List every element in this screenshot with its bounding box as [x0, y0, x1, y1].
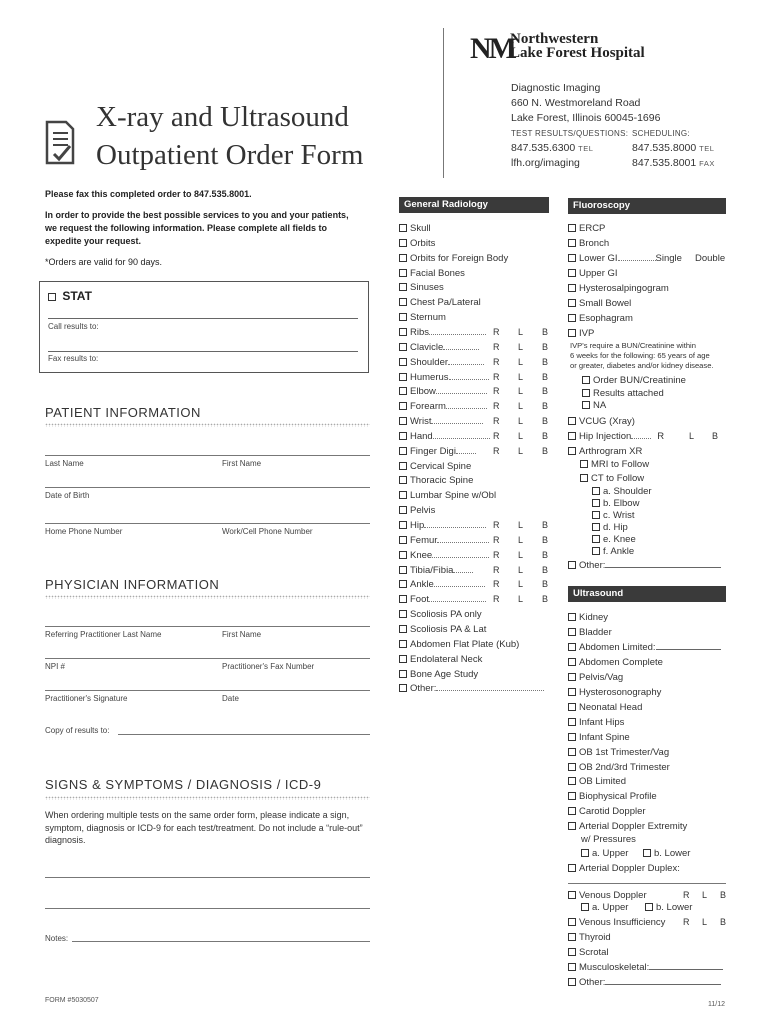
- signs-heading: SIGNS & SYMPTOMS / DIAGNOSIS / ICD-9: [45, 777, 322, 792]
- stat-label: STAT: [62, 289, 92, 303]
- radiology-ankle-b[interactable]: B: [542, 579, 549, 589]
- radiology-item-label: Femur: [410, 535, 438, 546]
- checkbox[interactable]: [399, 506, 407, 514]
- venous-l[interactable]: L: [702, 890, 708, 900]
- us-venous-upper[interactable]: a. Upper: [581, 902, 628, 913]
- checkbox[interactable]: [399, 476, 407, 484]
- scheduling-label: SCHEDULING:: [632, 129, 690, 138]
- radiology-item-label: Elbow: [410, 386, 436, 397]
- fluoro-lower-gi-double[interactable]: Double: [695, 253, 726, 264]
- dot-leader: [429, 334, 486, 335]
- radiology-item-label: Ribs: [410, 327, 430, 338]
- radiology-knee-l[interactable]: L: [518, 550, 524, 560]
- fluoro-hysterosalpingogram[interactable]: Hysterosalpingogram: [568, 283, 669, 294]
- us-abdomen-complete[interactable]: Abdomen Complete: [568, 657, 663, 668]
- radiology-item-label: Shoulder: [410, 357, 449, 368]
- radiology-item-label: Orbits: [410, 238, 436, 249]
- notes-label: Notes:: [45, 934, 69, 943]
- radiology-foot-l[interactable]: L: [518, 594, 524, 604]
- radiology-thoracic-spine[interactable]: [399, 475, 473, 486]
- call-results-label: Call results to:: [48, 322, 99, 331]
- radiology-hand-r[interactable]: R: [493, 431, 500, 441]
- patient-name-field[interactable]: [45, 455, 370, 456]
- radiology-humerus-b[interactable]: B: [542, 372, 549, 382]
- venous-insuf-r[interactable]: R: [683, 917, 690, 927]
- us-infant-hips[interactable]: Infant Hips: [568, 717, 624, 728]
- radiology-item-label: Knee: [410, 550, 433, 561]
- checkbox[interactable]: [399, 417, 407, 425]
- general-radiology-heading: General Radiology: [399, 197, 549, 213]
- signs-dots: [45, 796, 370, 800]
- hip-injection-b[interactable]: B: [712, 431, 719, 441]
- us-musculoskeletal[interactable]: Musculoskeletal:: [568, 962, 723, 973]
- radiology-item-label: Finger Digi: [410, 446, 456, 457]
- fluoro-esophagram[interactable]: Esophagram: [568, 313, 633, 324]
- checkbox[interactable]: [399, 640, 407, 648]
- fluoro-lower-gi[interactable]: Lower GI Single: [568, 253, 682, 264]
- us-venous-doppler[interactable]: Venous Doppler: [568, 890, 647, 901]
- radiology-scoliosis-pa-only[interactable]: [399, 609, 482, 620]
- dot-leader: [446, 408, 487, 409]
- us-kidney[interactable]: Kidney: [568, 612, 608, 623]
- radiology-orbits-for-foreign-body[interactable]: [399, 253, 508, 264]
- checkbox[interactable]: [399, 670, 407, 678]
- radiology-item-label: Endolateral Neck: [410, 654, 483, 665]
- radiology-foot-b[interactable]: B: [542, 594, 549, 604]
- radiology-hand-b[interactable]: B: [542, 431, 549, 441]
- radiology-item-label: Foot: [410, 594, 430, 605]
- radiology-clavicle-l[interactable]: L: [518, 342, 524, 352]
- fluoro-ivp[interactable]: IVP: [568, 328, 594, 339]
- ct-wrist[interactable]: c. Wrist: [592, 510, 635, 521]
- copy-results-label: Copy of results to:: [45, 726, 110, 735]
- us-ob-2nd-3rd[interactable]: OB 2nd/3rd Trimester: [568, 762, 670, 773]
- radiology-ribs-r[interactable]: R: [493, 327, 500, 337]
- radiology-shoulder-l[interactable]: L: [518, 357, 524, 367]
- dot-leader: [432, 557, 489, 558]
- radiology-hip-l[interactable]: L: [518, 520, 524, 530]
- radiology-tibia-fibia-r[interactable]: R: [493, 565, 500, 575]
- us-arterial-upper[interactable]: a. Upper: [581, 848, 628, 859]
- us-carotid[interactable]: Carotid Doppler: [568, 806, 646, 817]
- radiology-item-label: Facial Bones: [410, 268, 465, 279]
- radiology-clavicle-r[interactable]: R: [493, 342, 500, 352]
- stat-box: [39, 281, 369, 373]
- signs-instructions: When ordering multiple tests on the same order form, please indicate a sign, symptom, diagnosis or ICD-9 for each test/treatment. Do not include a “rule-out” diagnosis.: [45, 810, 363, 845]
- us-neonatal-head[interactable]: Neonatal Head: [568, 702, 642, 713]
- venous-insuf-l[interactable]: L: [702, 917, 708, 927]
- radiology-cervical-spine[interactable]: [399, 461, 471, 472]
- checkbox[interactable]: [399, 387, 407, 395]
- radiology-forearm-r[interactable]: R: [493, 401, 500, 411]
- us-abdomen-limited[interactable]: Abdomen Limited:: [568, 642, 721, 653]
- checkbox[interactable]: [399, 343, 407, 351]
- radiology-hip[interactable]: [399, 520, 486, 531]
- dot-leader: [443, 349, 479, 350]
- signature-field[interactable]: [45, 690, 370, 691]
- physician-first-name-label: First Name: [222, 630, 262, 639]
- us-ob-limited[interactable]: OB Limited: [568, 776, 626, 787]
- radiology-femur-r[interactable]: R: [493, 535, 500, 545]
- us-arterial-extremity[interactable]: Arterial Doppler Extremity: [568, 821, 687, 832]
- radiology-clavicle-b[interactable]: B: [542, 342, 549, 352]
- first-name-label: First Name: [222, 459, 262, 468]
- scheduling-fax: 847.535.8001 FAX: [632, 157, 715, 169]
- radiology-tibia-fibia[interactable]: [399, 565, 473, 576]
- npi-label: NPI #: [45, 662, 66, 671]
- checkbox[interactable]: [399, 625, 407, 633]
- fluoro-ct-follow[interactable]: CT to Follow: [580, 473, 644, 484]
- radiology-endolateral-neck[interactable]: [399, 654, 482, 665]
- radiology-facial-bones[interactable]: [399, 268, 465, 279]
- radiology-femur-b[interactable]: B: [542, 535, 549, 545]
- npi-field[interactable]: [45, 658, 370, 659]
- checkbox[interactable]: [399, 491, 407, 499]
- checkbox[interactable]: [399, 447, 407, 455]
- us-infant-spine[interactable]: Infant Spine: [568, 732, 630, 743]
- us-bladder[interactable]: Bladder: [568, 627, 612, 638]
- results-phone: 847.535.6300 TEL: [511, 142, 594, 154]
- last-name-label: Last Name: [45, 459, 84, 468]
- dot-leader: [437, 542, 489, 543]
- clipboard-check-icon: [44, 118, 76, 166]
- fluoro-arthrogram[interactable]: Arthrogram XR: [568, 446, 642, 457]
- fluoro-vcug[interactable]: VCUG (Xray): [568, 416, 635, 427]
- radiology-hand[interactable]: [399, 431, 490, 442]
- radiology-item-label: Forearm: [410, 401, 446, 412]
- radiology-finger-digi-l[interactable]: L: [518, 446, 524, 456]
- hip-injection-l[interactable]: L: [689, 431, 695, 441]
- radiology-item-label: Orbits for Foreign Body: [410, 253, 509, 264]
- dot-leader: [453, 572, 473, 573]
- radiology-humerus-r[interactable]: R: [493, 372, 500, 382]
- radiology-hip-b[interactable]: B: [542, 520, 549, 530]
- dot-leader: [436, 393, 488, 394]
- fluoro-na[interactable]: NA: [582, 400, 606, 411]
- radiology-sinuses[interactable]: [399, 282, 444, 293]
- ct-knee[interactable]: e. Knee: [592, 534, 636, 545]
- radiology-femur-l[interactable]: L: [518, 535, 524, 545]
- checkbox[interactable]: [399, 283, 407, 291]
- radiology-bone-age-study[interactable]: [399, 669, 478, 680]
- notes-field[interactable]: [72, 941, 370, 942]
- nm-logo-mark: NM: [470, 32, 514, 65]
- us-pelvis-vag[interactable]: Pelvis/Vag: [568, 672, 623, 683]
- dot-leader: [431, 423, 483, 424]
- radiology-item-label: Scoliosis PA only: [410, 609, 482, 620]
- hospital-name-line2: Lake Forest Hospital: [510, 45, 645, 61]
- us-arterial-duplex[interactable]: Arterial Doppler Duplex:: [568, 863, 680, 874]
- dot-leader: [434, 586, 486, 587]
- fluoro-bronch[interactable]: Bronch: [568, 238, 609, 249]
- radiology-item-label: Hip: [410, 520, 425, 531]
- radiology-tibia-fibia-l[interactable]: L: [518, 565, 524, 575]
- radiology-finger-digi-b[interactable]: B: [542, 446, 549, 456]
- address-line2: Lake Forest, Illinois 60045-1696: [511, 112, 661, 124]
- checkbox[interactable]: [399, 224, 407, 232]
- form-number: FORM #5030507: [45, 997, 99, 1004]
- us-biophysical[interactable]: Biophysical Profile: [568, 791, 657, 802]
- checkbox[interactable]: [399, 328, 407, 336]
- checkbox[interactable]: [399, 536, 407, 544]
- radiology-ankle-l[interactable]: L: [518, 579, 524, 589]
- radiology-item-label: Pelvis: [410, 505, 436, 516]
- radiology-item-label: Tibia/Fibia: [410, 565, 454, 576]
- radiology-wrist-l[interactable]: L: [518, 416, 524, 426]
- dot-leader: [424, 527, 486, 528]
- department-address: [511, 81, 660, 126]
- us-arterial-pressures: w/ Pressures: [581, 834, 636, 845]
- radiology-lumbar-spine-w-obl[interactable]: [399, 490, 496, 501]
- department-name: Diagnostic Imaging: [511, 82, 601, 94]
- radiology-item-label: Scoliosis PA & Lat: [410, 624, 487, 635]
- radiology-elbow-l[interactable]: L: [518, 386, 524, 396]
- checkbox[interactable]: [399, 462, 407, 470]
- radiology-elbow[interactable]: [399, 386, 487, 397]
- radiology-forearm-b[interactable]: B: [542, 401, 549, 411]
- radiology-item-label: Wrist: [410, 416, 432, 427]
- patient-dots: [45, 423, 370, 427]
- radiology-hip-r[interactable]: R: [493, 520, 500, 530]
- radiology-foot[interactable]: [399, 594, 486, 605]
- radiology-forearm-l[interactable]: L: [518, 401, 524, 411]
- ct-ankle[interactable]: f. Ankle: [592, 546, 634, 557]
- fluoro-mri-follow[interactable]: MRI to Follow: [580, 459, 649, 470]
- work-phone-label: Work/Cell Phone Number: [222, 527, 313, 536]
- venous-r[interactable]: R: [683, 890, 690, 900]
- radiology-scoliosis-pa-lat[interactable]: [399, 624, 486, 635]
- info-request: In order to provide the best possible services to you and your patients, we request the following information. Please complete all fields to expedite your request.: [45, 210, 349, 246]
- radiology-item-label: Hand: [410, 431, 433, 442]
- radiology-pelvis[interactable]: [399, 505, 435, 516]
- radiology-item-label: Humerus: [410, 372, 449, 383]
- diagnosis-field-2[interactable]: [45, 908, 370, 909]
- physician-dots: [45, 595, 370, 599]
- other-field[interactable]: [436, 690, 544, 691]
- scheduling-tel: 847.535.8000 TEL: [632, 142, 715, 154]
- checkbox[interactable]: [399, 580, 407, 588]
- us-scrotal[interactable]: Scrotal: [568, 947, 609, 958]
- call-results-field[interactable]: [48, 351, 358, 352]
- us-hysterosonography[interactable]: Hysterosonography: [568, 687, 661, 698]
- ref-last-name-label: Referring Practitioner Last Name: [45, 630, 162, 639]
- radiology-item-label: Bone Age Study: [410, 669, 479, 680]
- radiology-skull[interactable]: [399, 223, 431, 234]
- radiology-orbits[interactable]: [399, 238, 435, 249]
- diagnosis-field-1[interactable]: [45, 877, 370, 878]
- checkbox[interactable]: [399, 521, 407, 529]
- radiology-abdomen-flat-plate-kub[interactable]: [399, 639, 519, 650]
- checkbox[interactable]: [399, 655, 407, 663]
- checkbox[interactable]: [399, 566, 407, 574]
- header-divider: [443, 28, 444, 178]
- radiology-item-label: Cervical Spine: [410, 461, 472, 472]
- checkbox[interactable]: [399, 684, 407, 692]
- radiology-sternum[interactable]: [399, 312, 446, 323]
- radiology-clavicle[interactable]: [399, 342, 479, 353]
- ct-hip[interactable]: d. Hip: [592, 522, 628, 533]
- checkbox[interactable]: [399, 254, 407, 262]
- radiology-item-label: Abdomen Flat Plate (Kub): [410, 639, 520, 650]
- radiology-finger-digi-r[interactable]: R: [493, 446, 500, 456]
- home-phone-label: Home Phone Number: [45, 527, 123, 536]
- dob-label: Date of Birth: [45, 491, 90, 500]
- dot-leader: [449, 379, 490, 380]
- radiology-shoulder[interactable]: [399, 357, 484, 368]
- ct-elbow[interactable]: b. Elbow: [592, 498, 639, 509]
- address-line1: 660 N. Westmoreland Road: [511, 97, 641, 109]
- hospital-name-line1: Northwestern: [510, 31, 599, 47]
- radiology-shoulder-b[interactable]: B: [542, 357, 549, 367]
- radiology-ankle-r[interactable]: R: [493, 579, 500, 589]
- ivp-note: IVP's require a BUN/Creatinine within 6 weeks for the following: 65 years of age or greater, diabetes and/or kidney disease.: [570, 341, 714, 370]
- fluoro-upper-gi[interactable]: Upper GI: [568, 268, 618, 279]
- fax-instruction: Please fax this completed order to 847.535.8001.: [45, 189, 252, 199]
- radiology-item-label: Skull: [410, 223, 431, 234]
- fax-results-label: Fax results to:: [48, 354, 99, 363]
- radiology-knee-b[interactable]: B: [542, 550, 549, 560]
- radiology-humerus-l[interactable]: L: [518, 372, 524, 382]
- phone-field[interactable]: [45, 523, 370, 524]
- radiology-other[interactable]: [399, 683, 544, 694]
- venous-b[interactable]: B: [720, 890, 727, 900]
- copy-results-field[interactable]: [118, 734, 370, 735]
- radiology-wrist[interactable]: [399, 416, 483, 427]
- radiology-item-label: Other:: [410, 683, 437, 694]
- us-thyroid[interactable]: Thyroid: [568, 932, 611, 943]
- date-label: Date: [222, 694, 239, 703]
- radiology-ribs-l[interactable]: L: [518, 327, 524, 337]
- us-other[interactable]: Other:: [568, 977, 721, 988]
- checkbox[interactable]: [399, 610, 407, 618]
- radiology-ribs[interactable]: [399, 327, 486, 338]
- dot-leader: [429, 601, 486, 602]
- radiology-elbow-b[interactable]: B: [542, 386, 549, 396]
- checkbox[interactable]: [399, 402, 407, 410]
- radiology-femur[interactable]: [399, 535, 489, 546]
- checkbox[interactable]: [399, 298, 407, 306]
- dob-field[interactable]: [45, 487, 370, 488]
- radiology-item-label: Sternum: [410, 312, 446, 323]
- radiology-chest-pa-lateral[interactable]: [399, 297, 481, 308]
- radiology-humerus[interactable]: [399, 372, 489, 383]
- dot-leader: [433, 438, 490, 439]
- checkbox[interactable]: [399, 432, 407, 440]
- dot-leader: [456, 453, 476, 454]
- radiology-finger-digi[interactable]: [399, 446, 476, 457]
- radiology-elbow-r[interactable]: R: [493, 386, 500, 396]
- dot-leader: [448, 364, 484, 365]
- fluoro-results-attached[interactable]: Results attached: [582, 388, 664, 399]
- radiology-item-label: Lumbar Spine w/Obl: [410, 490, 497, 501]
- radiology-wrist-r[interactable]: R: [493, 416, 500, 426]
- checkbox[interactable]: [399, 239, 407, 247]
- fluoro-other[interactable]: Other:: [568, 560, 721, 571]
- radiology-item-label: Sinuses: [410, 282, 444, 293]
- radiology-tibia-fibia-b[interactable]: B: [542, 565, 549, 575]
- practitioner-name-field[interactable]: [45, 626, 370, 627]
- radiology-item-label: Thoracic Spine: [410, 475, 474, 486]
- fluoro-ercp[interactable]: ERCP: [568, 223, 605, 234]
- radiology-knee-r[interactable]: R: [493, 550, 500, 560]
- stat-checkbox[interactable]: [48, 293, 56, 301]
- arterial-duplex-field[interactable]: [568, 883, 726, 884]
- fluoro-hip-injection[interactable]: Hip Injection R: [568, 431, 664, 442]
- radiology-wrist-b[interactable]: B: [542, 416, 549, 426]
- checkbox[interactable]: [399, 595, 407, 603]
- venous-insuf-b[interactable]: B: [720, 917, 727, 927]
- valid-note: *Orders are valid for 90 days.: [45, 257, 163, 267]
- fluoroscopy-heading: Fluoroscopy: [568, 198, 726, 214]
- radiology-foot-r[interactable]: R: [493, 594, 500, 604]
- website: lfh.org/imaging: [511, 157, 580, 169]
- physician-info-heading: PHYSICIAN INFORMATION: [45, 577, 220, 592]
- us-arterial-lower[interactable]: b. Lower: [643, 848, 690, 859]
- signature-label: Practitioner's Signature: [45, 694, 128, 703]
- ultrasound-heading: Ultrasound: [568, 586, 726, 602]
- form-title: X-ray and Ultrasound Outpatient Order Form: [96, 101, 364, 171]
- radiology-item-label: Ankle: [410, 579, 434, 590]
- us-ob-1st[interactable]: OB 1st Trimester/Vag: [568, 747, 669, 758]
- us-venous-lower[interactable]: b. Lower: [645, 902, 692, 913]
- radiology-knee[interactable]: [399, 550, 489, 561]
- radiology-ankle[interactable]: [399, 579, 485, 590]
- radiology-item-label: Clavicle: [410, 342, 444, 353]
- radiology-item-label: Chest Pa/Lateral: [410, 297, 481, 308]
- checkbox[interactable]: [399, 269, 407, 277]
- radiology-forearm[interactable]: [399, 401, 487, 412]
- checkbox[interactable]: [399, 358, 407, 366]
- results-label: TEST RESULTS/QUESTIONS:: [511, 129, 629, 138]
- fluoro-order-bun[interactable]: Order BUN/Creatinine: [582, 375, 686, 386]
- us-venous-insufficiency[interactable]: Venous Insufficiency: [568, 917, 665, 928]
- checkbox[interactable]: [399, 373, 407, 381]
- checkbox[interactable]: [399, 313, 407, 321]
- radiology-shoulder-r[interactable]: R: [493, 357, 500, 367]
- form-date: 11/12: [708, 1001, 725, 1008]
- practitioner-fax-label: Practitioner's Fax Number: [222, 662, 315, 671]
- patient-info-heading: PATIENT INFORMATION: [45, 405, 201, 420]
- ct-shoulder[interactable]: a. Shoulder: [592, 486, 652, 497]
- radiology-ribs-b[interactable]: B: [542, 327, 549, 337]
- checkbox[interactable]: [399, 551, 407, 559]
- radiology-hand-l[interactable]: L: [518, 431, 524, 441]
- stat-divider: [48, 318, 358, 319]
- fluoro-small-bowel[interactable]: Small Bowel: [568, 298, 631, 309]
